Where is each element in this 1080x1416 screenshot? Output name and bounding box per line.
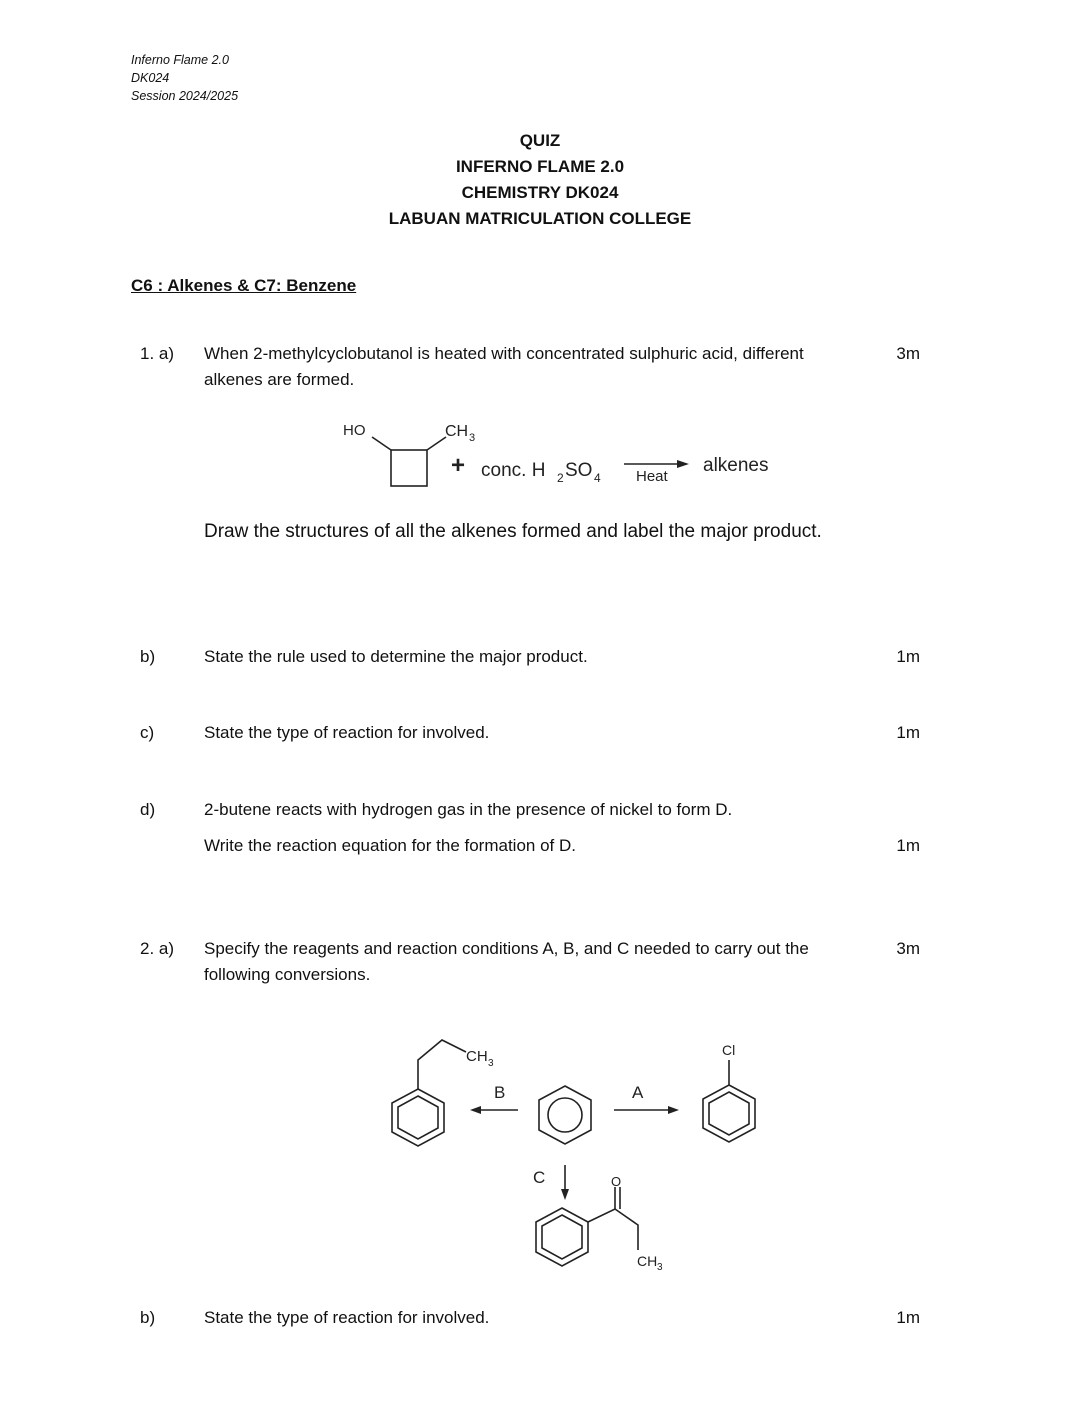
q1a-number: 1. a) xyxy=(140,344,175,363)
title-event: INFERNO FLAME 2.0 xyxy=(455,157,625,176)
q2b-marks: 1m xyxy=(896,1308,920,1327)
q1b-marks: 1m xyxy=(896,647,920,666)
ch3-label: CH xyxy=(445,423,469,440)
arrow-c-head xyxy=(561,1189,569,1200)
reagent-sub-4: 4 xyxy=(594,471,601,485)
reagent-so: SO xyxy=(565,460,593,481)
chlorobenzene-structure xyxy=(703,1060,755,1142)
q1c-text: State the type of reaction for involved. xyxy=(204,723,490,742)
q2b-text: State the type of reaction for involved. xyxy=(204,1308,490,1327)
propyl-ch3-subscript: 3 xyxy=(488,1058,494,1069)
propyl-ch3-label: CH xyxy=(466,1048,488,1065)
arrow-a-head xyxy=(668,1106,679,1114)
label-a: A xyxy=(632,1083,644,1102)
q1a-text: When 2-methylcyclobutanol is heated with concentrated sulphuric acid, different alkenes are formed. xyxy=(204,344,804,389)
ho-label: HO xyxy=(343,422,366,439)
q2a-text: Specify the reagents and reaction conditions A, B, and C needed to carry out the following conversions. xyxy=(204,939,809,984)
chlorine-label: Cl xyxy=(722,1042,736,1058)
cyclobutane-ring xyxy=(372,437,446,486)
reagent-conc-h: conc. H xyxy=(481,460,546,481)
header-line-1: Inferno Flame 2.0 xyxy=(131,53,229,67)
plus-sign: + xyxy=(451,452,466,479)
reagent-sub-2: 2 xyxy=(557,471,564,485)
label-b: B xyxy=(494,1083,506,1102)
arrow-heat-label: Heat xyxy=(636,468,668,485)
reaction-arrow xyxy=(624,460,689,468)
title-college: LABUAN MATRICULATION COLLEGE xyxy=(388,209,692,228)
ch3-subscript: 3 xyxy=(469,432,476,444)
q1d-text: 2-butene reacts with hydrogen gas in the presence of nickel to form D. xyxy=(204,800,733,819)
title-quiz: QUIZ xyxy=(519,131,561,150)
title-subject: CHEMISTRY DK024 xyxy=(461,183,619,202)
header-line-2: DK024 xyxy=(131,71,170,85)
q1d-number: d) xyxy=(140,800,156,819)
propiophenone-structure xyxy=(536,1187,638,1266)
q1d-marks: 1m xyxy=(896,836,920,855)
q1b-number: b) xyxy=(140,647,156,666)
section-title: C6 : Alkenes & C7: Benzene xyxy=(131,276,357,295)
q2a-marks: 3m xyxy=(896,939,920,958)
q1d-text-2: Write the reaction equation for the formation of D. xyxy=(204,836,576,855)
q1c-marks: 1m xyxy=(896,723,920,742)
ketone-ch3-label: CH xyxy=(637,1253,658,1269)
propylbenzene-structure xyxy=(392,1040,466,1146)
oxygen-label: O xyxy=(611,1174,622,1189)
q1a-instruction: Draw the structures of all the alkenes formed and label the major product. xyxy=(204,521,822,542)
q1c-number: c) xyxy=(140,723,155,742)
ketone-ch3-subscript: 3 xyxy=(657,1262,663,1273)
q1a-marks: 3m xyxy=(896,344,920,363)
arrow-b-head xyxy=(470,1106,481,1114)
benzene-structure xyxy=(539,1086,591,1144)
q2b-number: b) xyxy=(140,1308,156,1327)
product-alkenes: alkenes xyxy=(703,455,769,476)
q2a-number: 2. a) xyxy=(140,939,175,958)
header-line-3: Session 2024/2025 xyxy=(131,89,239,103)
q1b-text: State the rule used to determine the major product. xyxy=(204,647,588,666)
reaction-scheme-2 xyxy=(392,1040,755,1266)
label-c: C xyxy=(533,1168,546,1187)
